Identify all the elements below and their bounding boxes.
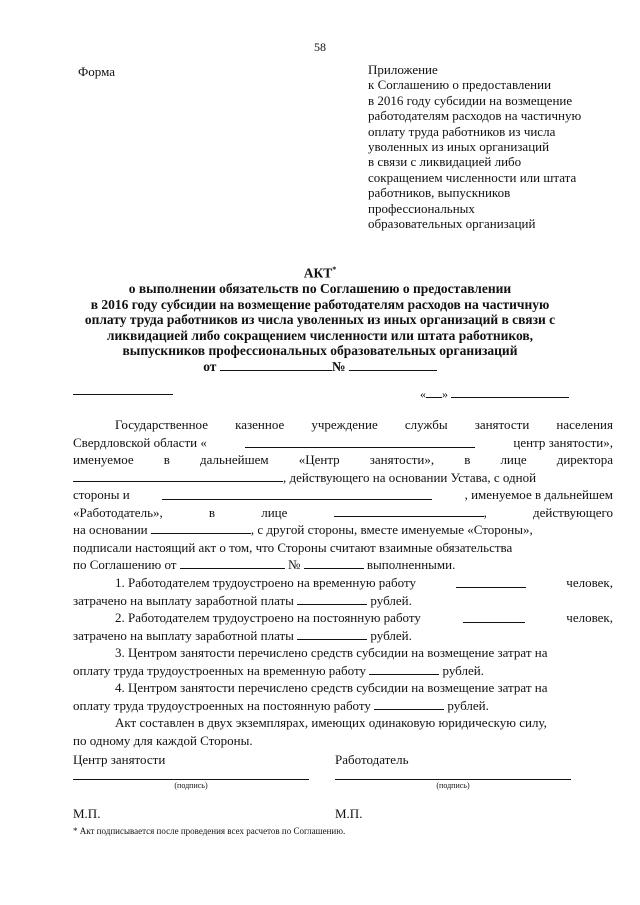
appendix-line: к Соглашению о предоставлении: [368, 77, 552, 93]
item-line: затрачено на выплату заработной платы рублей.: [73, 627, 412, 643]
perm-wages-blank[interactable]: [297, 628, 367, 640]
left-stamp: М.П.: [73, 806, 101, 821]
intro-paragraph: [73, 416, 613, 574]
para-line: именуемое в дальнейшем «Центр занятости», в лице директора: [73, 452, 613, 467]
footnote: * Акт подписывается после проведения всех расчетов по Соглашению.: [73, 826, 346, 836]
appendix-line: в связи с ликвидацией либо: [368, 154, 522, 170]
item-line: оплату труда трудоустроенных на временную работу рублей.: [73, 662, 484, 678]
temp-wages-blank[interactable]: [297, 593, 367, 605]
appendix-block: [368, 62, 581, 231]
para-line: по Соглашению от № выполненными.: [73, 557, 456, 572]
item-line: 3. Центром занятости перечислено средств субсидии на возмещение затрат на: [115, 645, 548, 660]
title-date-line: от №: [60, 359, 580, 375]
act-title: [60, 262, 580, 375]
appendix-line: в 2016 году субсидии на возмещение: [368, 92, 573, 108]
para-line: Свердловской области « центр занятости»,: [73, 434, 613, 450]
items-list: [73, 574, 613, 714]
perm-workers-blank[interactable]: [463, 611, 525, 623]
appendix-line: образовательных организаций: [368, 216, 536, 232]
sign-left-title: Центр занятости: [73, 752, 166, 767]
right-signature-line[interactable]: [335, 779, 571, 780]
para-line: стороны и , именуемое в дальнейшем: [73, 487, 613, 502]
appendix-line: работников, выпускников: [368, 185, 511, 201]
right-signature-caption: (подпись): [436, 781, 470, 790]
closing-paragraph: [73, 714, 613, 749]
temp-workers-blank[interactable]: [456, 576, 526, 588]
basis-blank[interactable]: [151, 522, 251, 534]
appendix-line: Приложение: [368, 62, 438, 77]
para-line: , действующего на основании Устава, с одной: [73, 469, 613, 487]
item-line: 2. Работодателем трудоустроено на постоянную работу человек,: [115, 610, 613, 625]
item-line: оплату труда трудоустроенных на постоянную работу рублей.: [73, 697, 489, 713]
right-stamp: М.П.: [335, 806, 363, 821]
number-blank[interactable]: [349, 359, 437, 371]
closing-line: Акт составлен в двух экземплярах, имеющих одинаковую юридическую силу,: [115, 715, 547, 730]
date-row: « »: [420, 386, 610, 404]
form-label: Форма: [78, 64, 115, 79]
title-line: о выполнении обязательств по Соглашению о предоставлении: [128, 281, 512, 297]
employer-rep-blank[interactable]: [334, 505, 484, 517]
sign-right-title: Работодатель: [335, 752, 409, 767]
left-signature-line[interactable]: [73, 779, 309, 780]
appendix-line: уволенных из иных организаций: [368, 139, 550, 155]
item-line: 1. Работодателем трудоустроено на временную работу человек,: [115, 575, 613, 590]
title-main: АКТ*: [303, 265, 337, 281]
item-line: 4. Центром занятости перечислено средств субсидии на возмещение затрат на: [115, 680, 548, 695]
perm-subsidy-blank[interactable]: [374, 698, 444, 710]
agreement-date-blank[interactable]: [180, 557, 285, 569]
appendix-line: работодателям расходов на частичную: [368, 108, 582, 124]
title-line: оплату труда работников из числа уволенных из иных организаций в связи с: [84, 312, 556, 328]
day-blank[interactable]: [426, 386, 442, 398]
closing-line: по одному для каждой Стороны.: [73, 732, 253, 748]
para-line: подписали настоящий акт о том, что Стороны считают взаимные обязательства: [73, 539, 513, 555]
page-number: 58: [314, 40, 326, 54]
title-line: выпускников профессиональных образовательных организаций: [122, 343, 518, 359]
para-line: на основании , с другой стороны, вместе именуемые «Стороны»,: [73, 522, 533, 537]
left-signature-caption: (подпись): [174, 781, 208, 790]
para-line: Государственное казенное учреждение службы занятости населения: [115, 417, 613, 432]
appendix-line: профессиональных: [368, 200, 475, 216]
para-line: «Работодатель», в лице , действующего: [73, 504, 613, 520]
date-blank[interactable]: [220, 359, 332, 371]
place-blank[interactable]: [73, 394, 173, 395]
title-line: в 2016 году субсидии на возмещение работодателям расходов на частичную: [90, 296, 550, 312]
agreement-number-blank[interactable]: [304, 557, 364, 569]
appendix-line: оплату труда работников из числа: [368, 123, 556, 139]
employer-name-blank[interactable]: [162, 488, 432, 500]
title-line: ликвидацией либо сокращением численности или штата работников,: [106, 327, 534, 343]
appendix-line: сокращением численности или штата: [368, 169, 577, 185]
item-line: затрачено на выплату заработной платы рублей.: [73, 592, 412, 608]
center-name-blank[interactable]: [245, 436, 475, 448]
director-name-blank[interactable]: [73, 470, 283, 482]
month-year-blank[interactable]: [451, 386, 569, 398]
temp-subsidy-blank[interactable]: [369, 663, 439, 675]
